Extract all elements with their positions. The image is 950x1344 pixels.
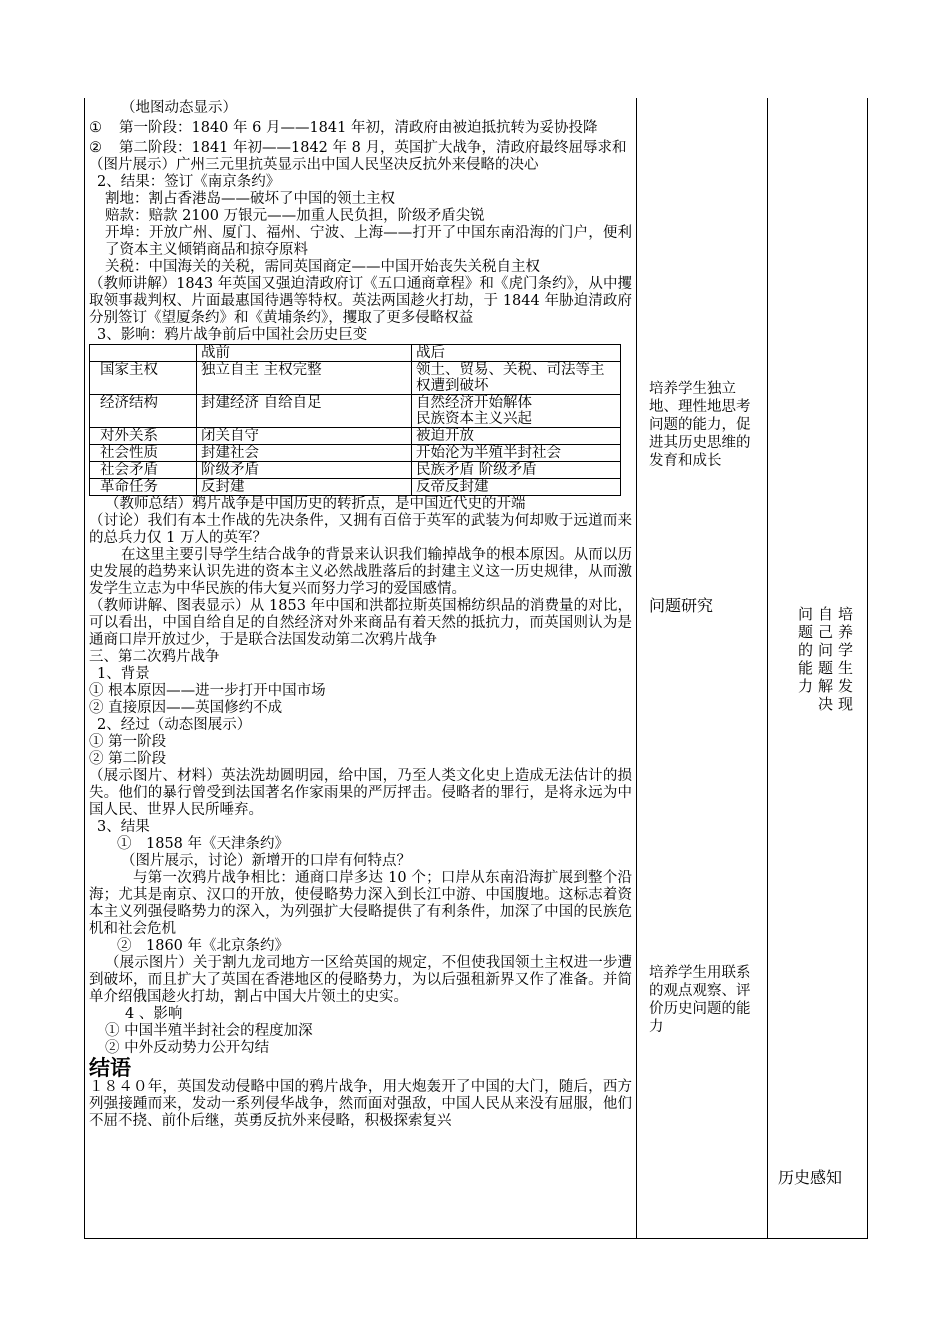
table-cell: 领土、贸易、关税、司法等主权遭到破坏 [412, 362, 621, 395]
table-cell: 封建社会 [197, 445, 412, 462]
tianjin-treaty: ① 1858 年《天津条约》 [117, 836, 290, 852]
kowloon-paragraph: （展示图片）关于割九龙司地方一区给英国的规定，不但使我国领土主权进一步遭到破坏，而且扩大了英国在香港地区的侵略势力，为以后强租新界又作了准备。并简单介绍俄国趁火打劫，割占中国大片领土的史实。 [89, 955, 632, 1005]
guidance-paragraph: 在这里主要引导学生结合战争的背景来认识我们输掉战争的根本原因。从而以历史发展的趋势来认识先进的资本主义必然战胜落后的封建主义这一历史规律，从而激发学生立志为中华民族的伟大复兴而努力学习的爱国感情。 [89, 547, 632, 597]
direct-cause: ② 直接原因——英国修约不成 [89, 700, 283, 716]
ports-discussion: （图片展示，讨论）新增开的口岸有何特点？ [121, 853, 411, 869]
table-header-blank [90, 345, 197, 362]
conclusion-heading: 结语 [89, 1056, 131, 1080]
table-cell: 社会矛盾 [90, 462, 197, 479]
root-cause: ① 根本原因——进一步打开中国市场 [89, 683, 326, 699]
lesson-table [84, 98, 868, 1239]
teaching-content-column [85, 98, 636, 1238]
table-cell: 自然经济开始解体 民族资本主义兴起 [412, 395, 621, 428]
table-row [90, 395, 621, 428]
stage-one [89, 120, 632, 137]
influence-two: ② 中外反动势力公开勾结 [105, 1040, 270, 1056]
self-discovery-note: 培养学生发现自己问题解决问题的能力 [796, 606, 854, 714]
table-row [90, 479, 621, 496]
background-heading: 1、背景 [97, 666, 150, 682]
result-heading: 2、结果：签订《南京条约》 [97, 174, 281, 190]
table-cell: 反封建 [197, 479, 412, 496]
teacher-summary: （教师总结）鸦片战争是中国历史的转折点，是中国近代史的开端 [105, 496, 526, 512]
table-row [90, 428, 621, 445]
sanyuanli-note: （图片展示）广州三元里抗英显示出中国人民坚决反抗外来侵略的决心 [89, 157, 539, 173]
influence-one: ① 中国半殖半封社会的程度加深 [105, 1023, 313, 1039]
design-intent-column [636, 98, 767, 1238]
indemnity: 赔款：赔款 2100 万银元——加重人民负担，阶级矛盾尖锐 [105, 208, 485, 224]
impact-heading: 3、影响：鸦片战争前后中国社会历史巨变 [97, 327, 368, 343]
table-cell: 经济结构 [90, 395, 197, 428]
table-cell: 阶级矛盾 [197, 462, 412, 479]
table-cell: 独立自主 主权完整 [197, 362, 412, 395]
before-after-table [89, 344, 621, 496]
table-header-before: 战前 [197, 345, 412, 362]
table-cell: 革命任务 [90, 479, 197, 496]
table-row [90, 445, 621, 462]
ports-comparison: 与第一次鸦片战争相比：通商口岸多达 10 个；口岸从东南沿海扩展到整个沿海；尤其是南京、汉口的开放，使侵略势力深入到长江中游、中国腹地。这标志着资本主义列强侵略势力的深入，为列强扩大侵略提供了有利条件，加深了中国的民族危机和社会危机 [89, 870, 632, 937]
table-cell: 被迫开放 [412, 428, 621, 445]
process-stage-one: ① 第一阶段 [89, 734, 167, 750]
influence-heading: 4 、影响 [125, 1006, 183, 1022]
problem-research-note: 问题研究 [649, 596, 714, 615]
table-cell: 开始沦为半殖半封社会 [412, 445, 621, 462]
section-second-opium-war: 三、第二次鸦片战争 [89, 649, 220, 665]
conclusion-paragraph: １８４０年，英国发动侵略中国的鸦片战争，用大炮轰开了中国的大门，随后，西方列强接踵而来，发动一系列侵华战争，然而面对强敌，中国人民从来没有屈服，他们不屈不挠、前仆后继，英勇反抗外来侵略，积极探索复兴 [89, 1079, 632, 1129]
table-cell: 社会性质 [90, 445, 197, 462]
teacher-explanation-1843: （教师讲解）1843 年英国又强迫清政府订《五口通商章程》和《虎门条约》，从中攫取领事裁判权、片面最惠国待遇等特权。英法两国趁火打劫，于 1844 年胁迫清政府分别签订《望厦条约》和《黄埔条约》，攫取了更多侵略权益 [89, 276, 632, 326]
table-cell: 封建经济 自给自足 [197, 395, 412, 428]
map-display-note: （地图动态显示） [121, 100, 237, 116]
table-cell: 国家主权 [90, 362, 197, 395]
yuanmingyuan-paragraph: （展示图片、材料）英法洗劫圆明园，给中国，乃至人类文化史上造成无法估计的损失。他们的暴行曾受到法国著名作家雨果的严厉抨击。侵略者的罪行，是将永远为中国人民、世界人民所唾弃。 [89, 768, 632, 818]
ability-column [767, 98, 867, 1238]
table-row [90, 462, 621, 479]
stage-one-number: ① [89, 120, 102, 136]
open-ports: 开埠：开放广州、厦门、福州、宁波、上海——打开了中国东南沿海的门户，便利了资本主义倾销商品和掠夺原料 [105, 225, 632, 258]
connection-viewpoint-note: 培养学生用联系的观点观察、评价历史问题的能力 [649, 965, 751, 1035]
stage-one-text: 第一阶段：1840 年 6 月——1841 年初，清政府由被迫抵抗转为妥协投降 [119, 120, 598, 136]
table-header-row [90, 345, 621, 362]
result-heading-2: 3、结果 [97, 819, 150, 835]
tariff: 关税：中国海关的关税，需同英国商定——中国开始丧失关税自主权 [105, 259, 540, 275]
table-header-after: 战后 [412, 345, 621, 362]
beijing-treaty: ② 1860 年《北京条约》 [117, 938, 290, 954]
process-stage-two: ② 第二阶段 [89, 751, 167, 767]
stage-two-text: 第二阶段：1841 年初——1842 年 8 月，英国扩大战争，清政府最终屈辱求和 [119, 140, 627, 156]
table-cell: 民族矛盾 阶级矛盾 [412, 462, 621, 479]
table-cell: 闭关自守 [197, 428, 412, 445]
stage-two-number: ② [89, 140, 102, 156]
history-perception-note: 历史感知 [778, 1168, 843, 1187]
table-row [90, 362, 621, 395]
cede-territory: 割地：割占香港岛——破坏了中国的领土主权 [105, 191, 395, 207]
independent-thinking-note: 培养学生独立地、理性地思考问题的能力，促进其历史思维的发育和成长 [649, 381, 751, 469]
table-cell: 对外关系 [90, 428, 197, 445]
discussion-question: （讨论）我们有本土作战的先决条件，又拥有百倍于英军的武装为何却败于远道而来的总兵力仅 1 万人的英军？ [89, 513, 632, 546]
teacher-chart-explanation: （教师讲解、图表显示）从 1853 年中国和洪都拉斯英国棉纺织品的消费量的对比，可以看出，中国自给自足的自然经济对外来商品有着天然的抵抗力，而英国则认为是通商口岸开放过少，于是联合法国发动第二次鸦片战争 [89, 598, 632, 648]
table-cell: 反帝反封建 [412, 479, 621, 496]
stage-two [89, 140, 632, 157]
process-heading: 2、经过（动态图展示） [97, 717, 252, 733]
